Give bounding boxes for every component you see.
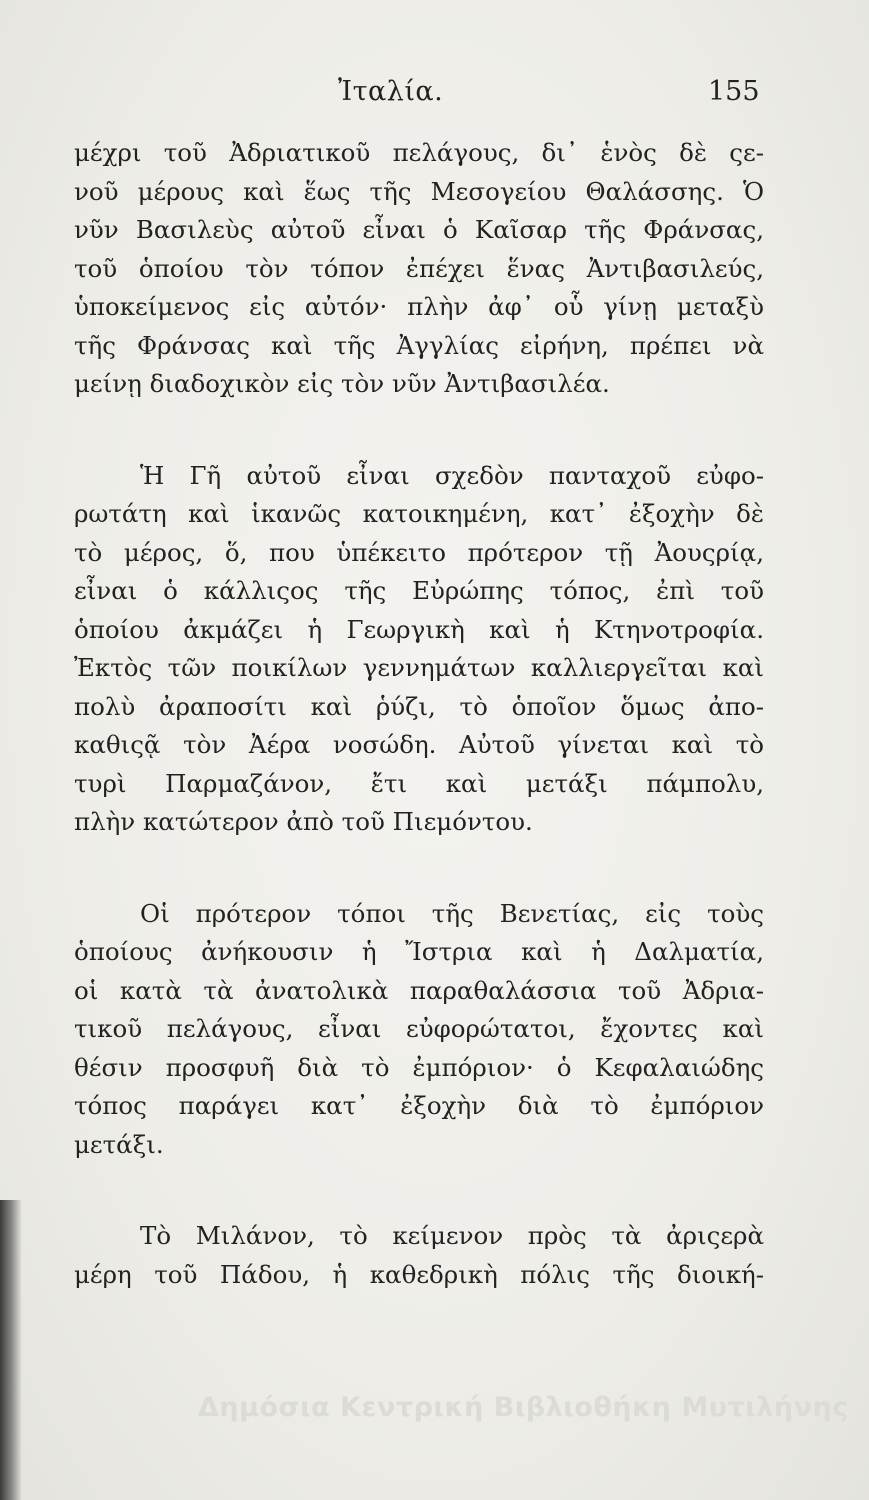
text-line: θέσιν προσφυῆ διὰ τὸ ἐμπόριον· ὁ Κεφαλαιώδης: [74, 1052, 764, 1082]
paragraph-1: [74, 134, 764, 404]
paragraph-4: [74, 1217, 764, 1294]
paragraph-2: [74, 457, 764, 842]
text-line: τικοῦ πελάγους, εἶναι εὐφορώτατοι, ἔχοντες καὶ: [74, 1014, 764, 1043]
text-line: μετάξι.: [74, 1129, 164, 1159]
text-line: οἱ κατὰ τὰ ἀνατολικὰ παραθαλάσσια τοῦ Ἀδρια-: [74, 975, 764, 1005]
text-line: ρωτάτη καὶ ἱκανῶς κατοικημένη, κατ᾽ ἐξοχὴν δὲ: [74, 499, 764, 528]
text-line: μείνῃ διαδοχικὸν εἰς τὸν νῦν Ἀντιβασιλέα.: [74, 369, 610, 398]
text-line: Οἱ πρότερον τόποι τῆς Βενετίας, εἰς τοὺς: [140, 898, 764, 928]
text-line: μέχρι τοῦ Ἀδριατικοῦ πελάγους, δι᾽ ἑνὸς δὲ ςε-: [74, 138, 764, 167]
body-text: [74, 134, 764, 1294]
text-line: πλὴν κατώτερον ἀπὸ τοῦ Πιεμόντου.: [74, 807, 533, 836]
text-line: καθιςᾷ τὸν Ἀέρα νοσώδη. Αὐτοῦ γίνεται καὶ τὸ: [74, 730, 764, 759]
library-watermark: Δημόσια Κεντρική Βιβλιοθήκη Μυτιλήνης: [198, 1392, 849, 1423]
text-line: μέρη τοῦ Πάδου, ἡ καθεδρικὴ πόλις τῆς διοική-: [74, 1259, 764, 1289]
text-line: τοῦ ὁποίου τὸν τόπον ἐπέχει ἕνας Ἀντιβασιλεύς,: [74, 253, 764, 283]
text-line: ὁποίους ἀνήκουσιν ἡ Ἴστρια καὶ ἡ Δαλματία,: [74, 937, 764, 966]
text-line: τῆς Φράνσας καὶ τῆς Ἀγγλίας εἰρήνη, πρέπει νὰ: [74, 330, 764, 360]
page-edge-shadow: [0, 1200, 22, 1500]
text-line: ὁποίου ἀκμάζει ἡ Γεωργικὴ καὶ ἡ Κτηνοτροφία.: [74, 614, 764, 644]
text-line: νοῦ μέρους καὶ ἕως τῆς Μεσογείου Θαλάσσης. Ὁ: [74, 176, 764, 206]
running-title: Ἰταλία.: [338, 76, 444, 107]
text-line: νῦν Βασιλεὺς αὐτοῦ εἶναι ὁ Καῖσαρ τῆς Φράνσας,: [74, 215, 764, 244]
page-number: 155: [708, 76, 760, 107]
text-line: τόπος παράγει κατ᾽ ἐξοχὴν διὰ τὸ ἐμπόριον: [74, 1091, 764, 1120]
text-line: Ἡ Γῆ αὐτοῦ εἶναι σχεδὸν πανταχοῦ εὐφο-: [140, 460, 764, 490]
text-line: τὸ μέρος, ὅ, που ὑπέκειτο πρότερον τῇ Ἀουςρίᾳ,: [74, 537, 764, 567]
text-line: εἶναι ὁ κάλλιςος τῆς Εὐρώπης τόπος, ἐπὶ τοῦ: [74, 576, 764, 605]
text-line: τυρὶ Παρμαζάνον, ἔτι καὶ μετάξι πάμπολυ,: [74, 768, 764, 798]
text-line: πολὺ ἀραποσίτι καὶ ῥύζι, τὸ ὁποῖον ὅμως ἀπο-: [74, 691, 764, 721]
paragraph-3: [74, 895, 764, 1165]
text-line: Τὸ Μιλάνον, τὸ κείμενον πρὸς τὰ ἀριςερὰ: [140, 1221, 764, 1250]
text-line: ὑποκείμενος εἰς αὐτόν· πλὴν ἀφ᾽ οὗ γίνῃ μεταξὺ: [74, 292, 764, 321]
page-header: [0, 76, 869, 116]
text-line: Ἐκτὸς τῶν ποικίλων γεννημάτων καλλιεργεῖται καὶ: [74, 653, 764, 682]
